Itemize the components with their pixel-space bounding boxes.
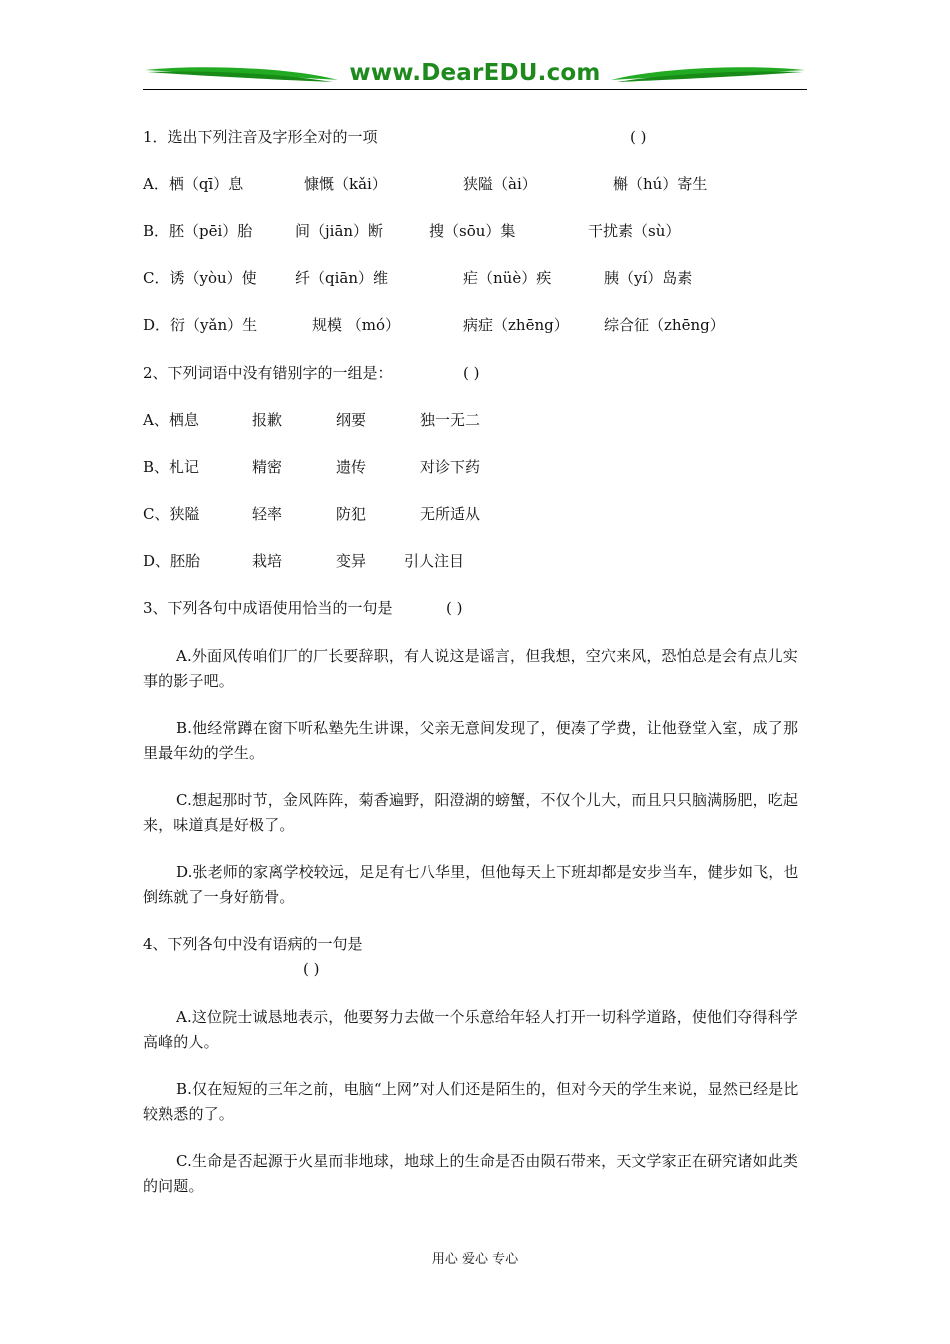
q2-option-a-4: 独一无二 xyxy=(420,411,481,429)
q4-option-c: C.生命是否起源于火星而非地球，地球上的生命是否由陨石带来，天文学家正在研究诸如此类的问题。 xyxy=(143,1152,799,1195)
q1-option-d-3: 病症（zhēng） xyxy=(463,316,569,334)
q2-option-b-2: 精密 xyxy=(252,458,283,476)
q1-option-c-4: 胰（yí）岛素 xyxy=(604,269,693,287)
q1-option-a-4: 槲（hú）寄生 xyxy=(613,175,708,193)
q2-option-c-2: 轻率 xyxy=(252,505,283,523)
q2-option-b-3: 遗传 xyxy=(336,458,367,476)
q1-option-b-3: 搜（sōu）集 xyxy=(429,222,516,240)
q3-option-b: B.他经常蹲在窗下听私塾先生讲课，父亲无意间发现了，便凑了学费，让他登堂入室，成了那里最年幼的学生。 xyxy=(143,719,799,762)
q4-stem: 4、下列各句中没有语病的一句是 xyxy=(143,935,363,953)
q4-option-b: B.仅在短短的三年之前，电脑“上网”对人们还是陌生的，但对今天的学生来说，显然已经是比较熟悉的了。 xyxy=(143,1080,799,1123)
q2-option-a-2: 报歉 xyxy=(252,411,283,429)
q3-answer-bracket: ( ) xyxy=(446,599,463,617)
q1-stem: 1．选出下列注音及字形全对的一项 xyxy=(143,128,378,146)
q4-answer-bracket: ( ) xyxy=(303,960,320,978)
header-divider xyxy=(143,89,807,90)
q1-option-b-4: 干扰素（sù） xyxy=(588,222,681,240)
q2-option-c-3: 防犯 xyxy=(336,505,367,523)
q2-option-d-4: 引人注目 xyxy=(404,552,465,570)
q2-option-a-3: 纲要 xyxy=(336,411,367,429)
q1-option-b-1: B．胚（pēi）胎 xyxy=(143,222,253,240)
q3-option-a: A.外面风传咱们厂的厂长要辞职，有人说这是谣言，但我想，空穴来风，恐怕总是会有点儿实事的影子吧。 xyxy=(143,647,798,690)
q1-option-c-1: C．诱（yòu）使 xyxy=(143,269,257,287)
q1-option-a-2: 慷慨（kǎi） xyxy=(304,175,387,193)
page-footer: 用心 爱心 专心 xyxy=(431,1252,519,1267)
q2-answer-bracket: ( ) xyxy=(463,364,480,382)
q3-option-d: D.张老师的家离学校较远，足足有七八华里，但他每天上下班却都是安步当车，健步如飞，也倒练就了一身好筋骨。 xyxy=(143,863,799,906)
q1-option-d-1: D．衍（yǎn）生 xyxy=(143,316,258,334)
q2-option-a-1: A、栖息 xyxy=(143,411,199,429)
q2-option-c-1: C、狭隘 xyxy=(143,505,200,523)
site-logo-text: www.DearEDU.com xyxy=(349,60,601,86)
q2-stem: 2、下列词语中没有错别字的一组是： xyxy=(143,364,393,382)
q1-option-c-2: 纤（qiān）维 xyxy=(295,269,389,287)
q1-answer-bracket: ( ) xyxy=(630,128,647,146)
q1-option-d-4: 综合征（zhēng） xyxy=(604,316,725,334)
q1-option-d-2: 规模 （mó） xyxy=(312,316,401,334)
q2-option-b-4: 对诊下药 xyxy=(420,458,481,476)
q1-option-a-1: A．栖（qī）息 xyxy=(143,175,244,193)
q1-option-b-2: 间（jiān）断 xyxy=(295,222,384,240)
q2-option-d-2: 栽培 xyxy=(252,552,283,570)
q3-stem: 3、下列各句中成语使用恰当的一句是 xyxy=(143,599,393,617)
q2-option-c-4: 无所适从 xyxy=(420,505,481,523)
q2-option-b-1: B、札记 xyxy=(143,458,200,476)
q3-option-c: C.想起那时节，金风阵阵，菊香遍野，阳澄湖的螃蟹，不仅个儿大，而且只只脑满肠肥，吃起来，味道真是好极了。 xyxy=(143,791,799,834)
q2-option-d-3: 变异 xyxy=(336,552,367,570)
q1-option-a-3: 狭隘（ài） xyxy=(463,175,537,193)
q1-option-c-3: 疟（nüè）疾 xyxy=(463,269,552,287)
q4-option-a: A.这位院士诚恳地表示，他要努力去做一个乐意给年轻人打开一切科学道路，使他们夺得科学高峰的人。 xyxy=(143,1008,798,1051)
q2-option-d-1: D、胚胎 xyxy=(143,552,201,570)
